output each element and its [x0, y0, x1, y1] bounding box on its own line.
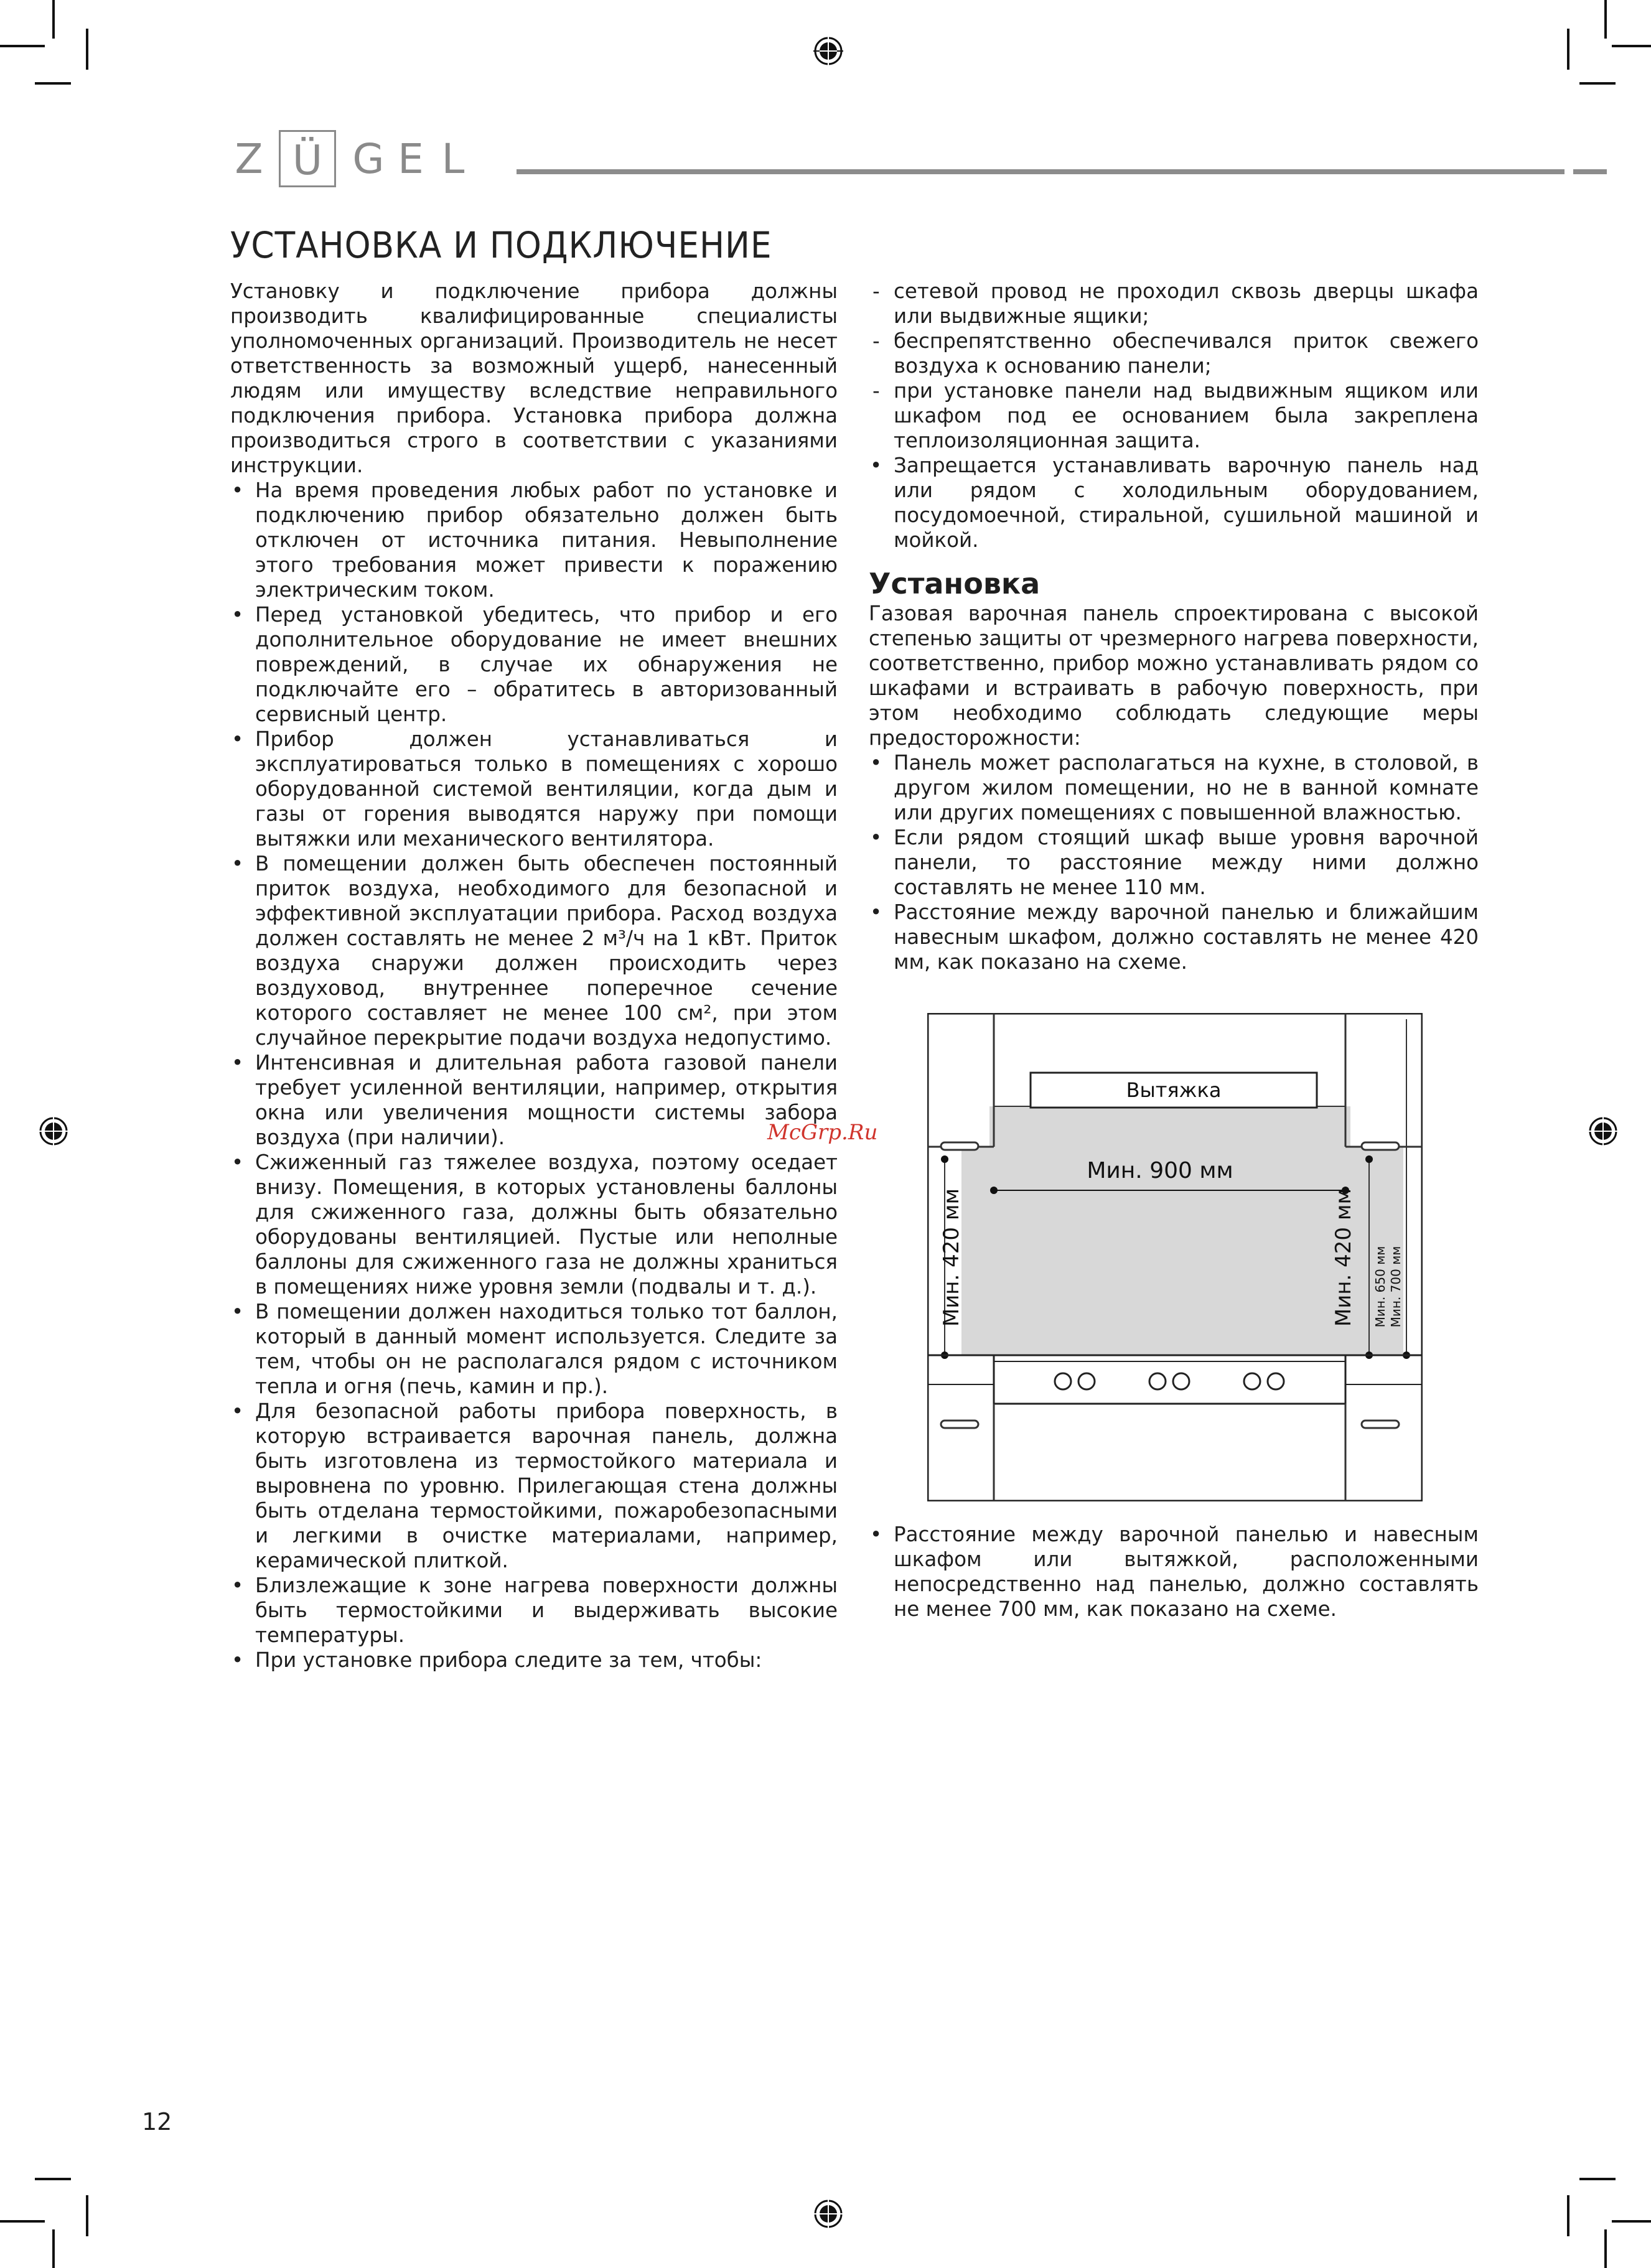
label-700: Мин. 700 мм	[1388, 1246, 1403, 1328]
list-item: • Расстояние между варочной панелью и навесным шкафом или вытяжкой, расположенными непосредственно над панелью, должно составлять не менее 700 мм, как показано на схеме.	[869, 1522, 1479, 1622]
list-item: • Интенсивная и длительная работа газовой панели требует усиленной вентиляции, например, открытия окна или увеличения мощности системы забора воздуха (при наличии).	[230, 1050, 838, 1150]
crop-mark	[35, 82, 71, 85]
brand-letter: E	[398, 134, 424, 183]
crop-mark	[1604, 0, 1607, 39]
brand-letter: G	[352, 134, 385, 183]
install-list	[869, 750, 1479, 974]
registration-mark-icon	[1588, 1116, 1618, 1146]
safety-list	[230, 478, 838, 1673]
crop-mark	[52, 0, 55, 39]
crop-mark	[1567, 29, 1569, 70]
install-intro-paragraph: Газовая варочная панель спроектирована с высокой степенью защиты от чрезмерного нагрева поверхности, соответственно, прибор можно устанавливать рядом со шкафами и встраивать в рабочую поверхность, при этом необходимо соблюдать следующие меры предосторожности:	[869, 602, 1479, 750]
crop-mark	[1567, 2195, 1569, 2236]
list-item: • Близлежащие к зоне нагрева поверхности должны быть термостойкими и выдерживать высокие температуры.	[230, 1573, 838, 1648]
crop-mark	[35, 2178, 71, 2180]
list-item: • Перед установкой убедитесь, что прибор и его дополнительное оборудование не имеет внешних повреждений, в случае их обнаружения не подключайте его – обратитесь в авторизованный сервисный центр.	[230, 602, 838, 727]
hood-label: Вытяжка	[1126, 1078, 1222, 1102]
crop-mark	[1579, 82, 1616, 85]
registration-mark-icon	[813, 36, 843, 66]
list-item: - сетевой провод не проходил сквозь дверцы шкафа или выдвижные ящики;	[869, 279, 1479, 329]
left-column	[230, 279, 838, 1673]
crop-mark	[86, 29, 88, 70]
section-subheading: Установка	[869, 567, 1041, 600]
crop-mark	[86, 2195, 88, 2236]
list-item: • При установке прибора следите за тем, чтобы:	[230, 1648, 838, 1673]
list-item: • Панель может располагаться на кухне, в столовой, в другом жилом помещении, но не в ванной комнате или других помещениях с повышенной влажностью.	[869, 750, 1479, 825]
list-item: - беспрепятственно обеспечивался приток свежего воздуха к основанию панели;	[869, 329, 1479, 378]
crop-mark	[1579, 2178, 1616, 2180]
crop-mark	[1612, 45, 1651, 47]
intro-paragraph: Установку и подключение прибора должны производить квалифицированные специалисты уполномоченных организаций. Производитель не несет ответственность за возможный ущерб, нанесенный людям или имуществу вследствие неправильного подключения прибора. Установка прибора должна производиться строго в соответствии с указаниями инструкции.	[230, 279, 838, 477]
width-dimension-label: Мин. 900 мм	[1087, 1158, 1233, 1183]
brand-letter: L	[441, 134, 465, 183]
prohibition-list	[869, 453, 1479, 553]
list-item: • В помещении должен находиться только тот баллон, который в данный момент используется. Следите за тем, чтобы он не располагался рядом с источником тепла и огня (печь, камин и пр.).	[230, 1299, 838, 1399]
list-item: - при установке панели над выдвижным ящиком или шкафом под ее основанием была закреплена теплоизоляционная защита.	[869, 378, 1479, 453]
left-height-label: Мин. 420 мм	[939, 1188, 964, 1327]
list-item: • Сжиженный газ тяжелее воздуха, поэтому оседает внизу. Помещения, в которых установлены баллоны для сжиженного газа, должны быть обязательно оборудованы вентиляцией. Пустые или неполные баллоны для сжиженного газа не должны храниться в помещениях ниже уровня земли (подвалы и т. д.).	[230, 1150, 838, 1299]
crop-mark	[1604, 2229, 1607, 2268]
conditions-list	[869, 279, 1479, 453]
header-rule-end	[1573, 169, 1607, 174]
header-rule	[517, 169, 1564, 174]
page-number: 12	[142, 2108, 172, 2135]
crop-mark	[52, 2229, 55, 2268]
list-item: • Для безопасной работы прибора поверхность, в которую встраивается варочная панель, должна быть изготовлена из термостойкого материала и выровнена по уровню. Прилегающая стена должны быть отделана термостойкими, пожаробезопасными и легкими в очистке материалами, например, керамической плиткой.	[230, 1399, 838, 1573]
label-650: Мин. 650 мм	[1373, 1246, 1388, 1328]
installation-diagram	[927, 1013, 1423, 1501]
list-item: • Прибор должен устанавливаться и эксплуатироваться только в помещениях с хорошо оборудованной системой вентиляции, когда дым и газы от горения выводятся наружу при помощи вытяжки или механического вентилятора.	[230, 727, 838, 851]
right-column	[869, 279, 1479, 974]
after-diagram-text	[869, 1522, 1479, 1622]
registration-mark-icon	[39, 1116, 68, 1146]
list-item: • На время проведения любых работ по установке и подключению прибор обязательно должен быть отключен от источника питания. Невыполнение этого требования может привести к поражению электрическим током.	[230, 478, 838, 602]
brand-logo	[228, 134, 474, 184]
crop-mark	[0, 2220, 45, 2223]
list-item: • Если рядом стоящий шкаф выше уровня варочной панели, то расстояние между ними должно составлять не менее 110 мм.	[869, 825, 1479, 900]
crop-mark	[0, 45, 45, 47]
list-item: • В помещении должен быть обеспечен постоянный приток воздуха, необходимого для безопасной и эффективной эксплуатации прибора. Расход воздуха должен составлять не менее 2 м³/ч на 1 кВт. Приток воздуха снаружи должен происходить через воздуховод, внутреннее поперечное сечение которого составляет не менее 100 см², при этом случайное перекрытие подачи воздуха недопустимо.	[230, 851, 838, 1050]
after-diagram-list	[869, 1522, 1479, 1622]
brand-letter: Z	[235, 134, 263, 183]
list-item: • Запрещается устанавливать варочную панель над или рядом с холодильным оборудованием, посудомоечной, стиральной, сушильной машиной и мойкой.	[869, 453, 1479, 553]
registration-mark-icon	[813, 2199, 843, 2229]
page-title: УСТАНОВКА И ПОДКЛЮЧЕНИЕ	[230, 224, 772, 266]
crop-mark	[1612, 2220, 1651, 2223]
watermark: McGrp.Ru	[767, 1120, 878, 1145]
list-item: • Расстояние между варочной панелью и ближайшим навесным шкафом, должно составлять не менее 420 мм, как показано на схеме.	[869, 900, 1479, 974]
right-height-label: Мин. 420 мм	[1331, 1188, 1356, 1327]
brand-letter-boxed: Ü	[279, 130, 336, 187]
